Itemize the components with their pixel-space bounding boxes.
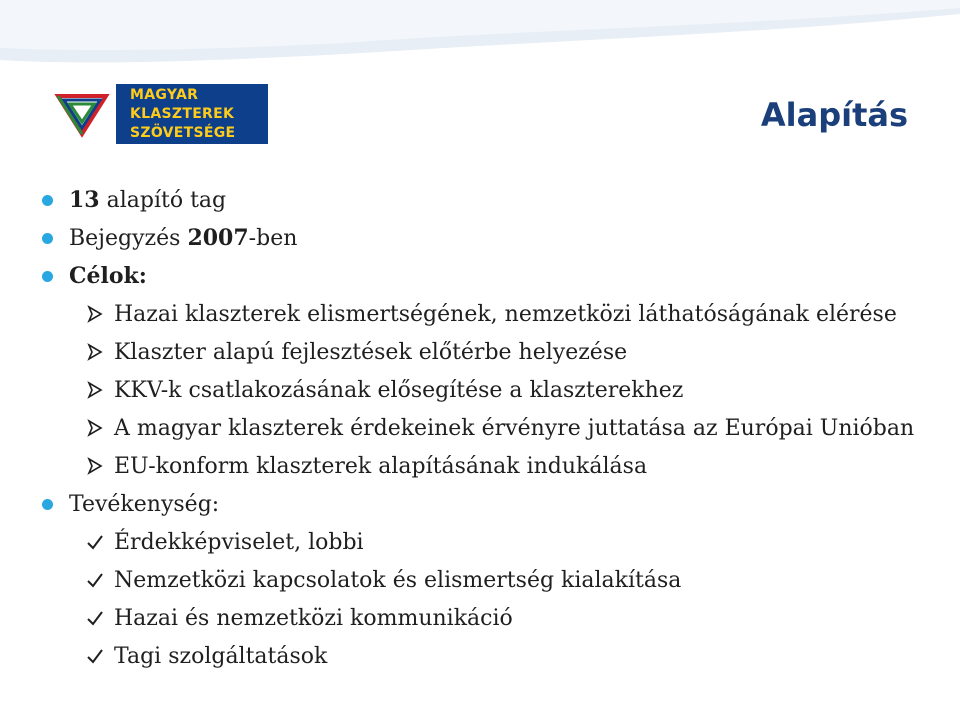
registration-year: 2007 [187, 225, 249, 251]
founders-text: alapító tag [99, 188, 227, 213]
bullet-dot-icon [42, 271, 53, 282]
arrow-bullet-icon [84, 379, 106, 401]
goal-item [84, 410, 914, 446]
check-bullet-icon [84, 607, 106, 629]
bullet-registration [42, 220, 297, 256]
arrow-bullet-icon [84, 341, 106, 363]
goal-item [84, 334, 627, 370]
goal-item [84, 296, 897, 332]
goal-text: KKV-k csatlakozásának elősegítése a klaszterekhez [114, 377, 684, 403]
goal-item [84, 372, 683, 408]
activity-item [84, 524, 364, 560]
bullet-dot-icon [42, 499, 53, 510]
registration-pre: Bejegyzés [69, 226, 188, 251]
bullet-founders [42, 182, 226, 218]
activity-text: Tagi szolgáltatások [114, 643, 328, 669]
header-wave-band [0, 0, 960, 80]
logo-mark-icon [48, 84, 116, 144]
check-bullet-icon [84, 645, 106, 667]
arrow-bullet-icon [84, 303, 106, 325]
founders-count: 13 [69, 187, 100, 213]
logo-text-line1: MAGYAR KLASZTEREK [130, 86, 235, 122]
logo-text [116, 86, 268, 143]
goal-text: Hazai klaszterek elismertségének, nemzetközi láthatóságának elérése [114, 301, 897, 327]
logo [48, 84, 268, 144]
goals-heading: Célok: [69, 263, 147, 289]
registration-post: -ben [248, 226, 298, 251]
logo-text-line2: SZÖVETSÉGE [130, 124, 236, 141]
check-bullet-icon [84, 569, 106, 591]
activity-text: Nemzetközi kapcsolatok és elismertség kialakítása [114, 567, 682, 593]
activity-item [84, 562, 681, 598]
arrow-bullet-icon [84, 417, 106, 439]
bullet-goals-heading [42, 258, 147, 294]
bullet-dot-icon [42, 195, 53, 206]
activities-heading: Tevékenység: [69, 491, 220, 517]
check-bullet-icon [84, 531, 106, 553]
goal-text: EU-konform klaszterek alapításának indukálása [114, 453, 648, 479]
slide-title: Alapítás [760, 96, 908, 134]
bullet-activities-heading [42, 486, 219, 522]
activity-item [84, 638, 327, 674]
goal-text: Klaszter alapú fejlesztések előtérbe helyezése [114, 339, 628, 365]
activity-text: Hazai és nemzetközi kommunikáció [114, 605, 513, 631]
goal-text: A magyar klaszterek érdekeinek érvényre juttatása az Európai Unióban [114, 415, 915, 441]
activity-item [84, 600, 513, 636]
arrow-bullet-icon [84, 455, 106, 477]
activity-text: Érdekképviselet, lobbi [114, 529, 364, 555]
bullet-dot-icon [42, 233, 53, 244]
goal-item [84, 448, 647, 484]
